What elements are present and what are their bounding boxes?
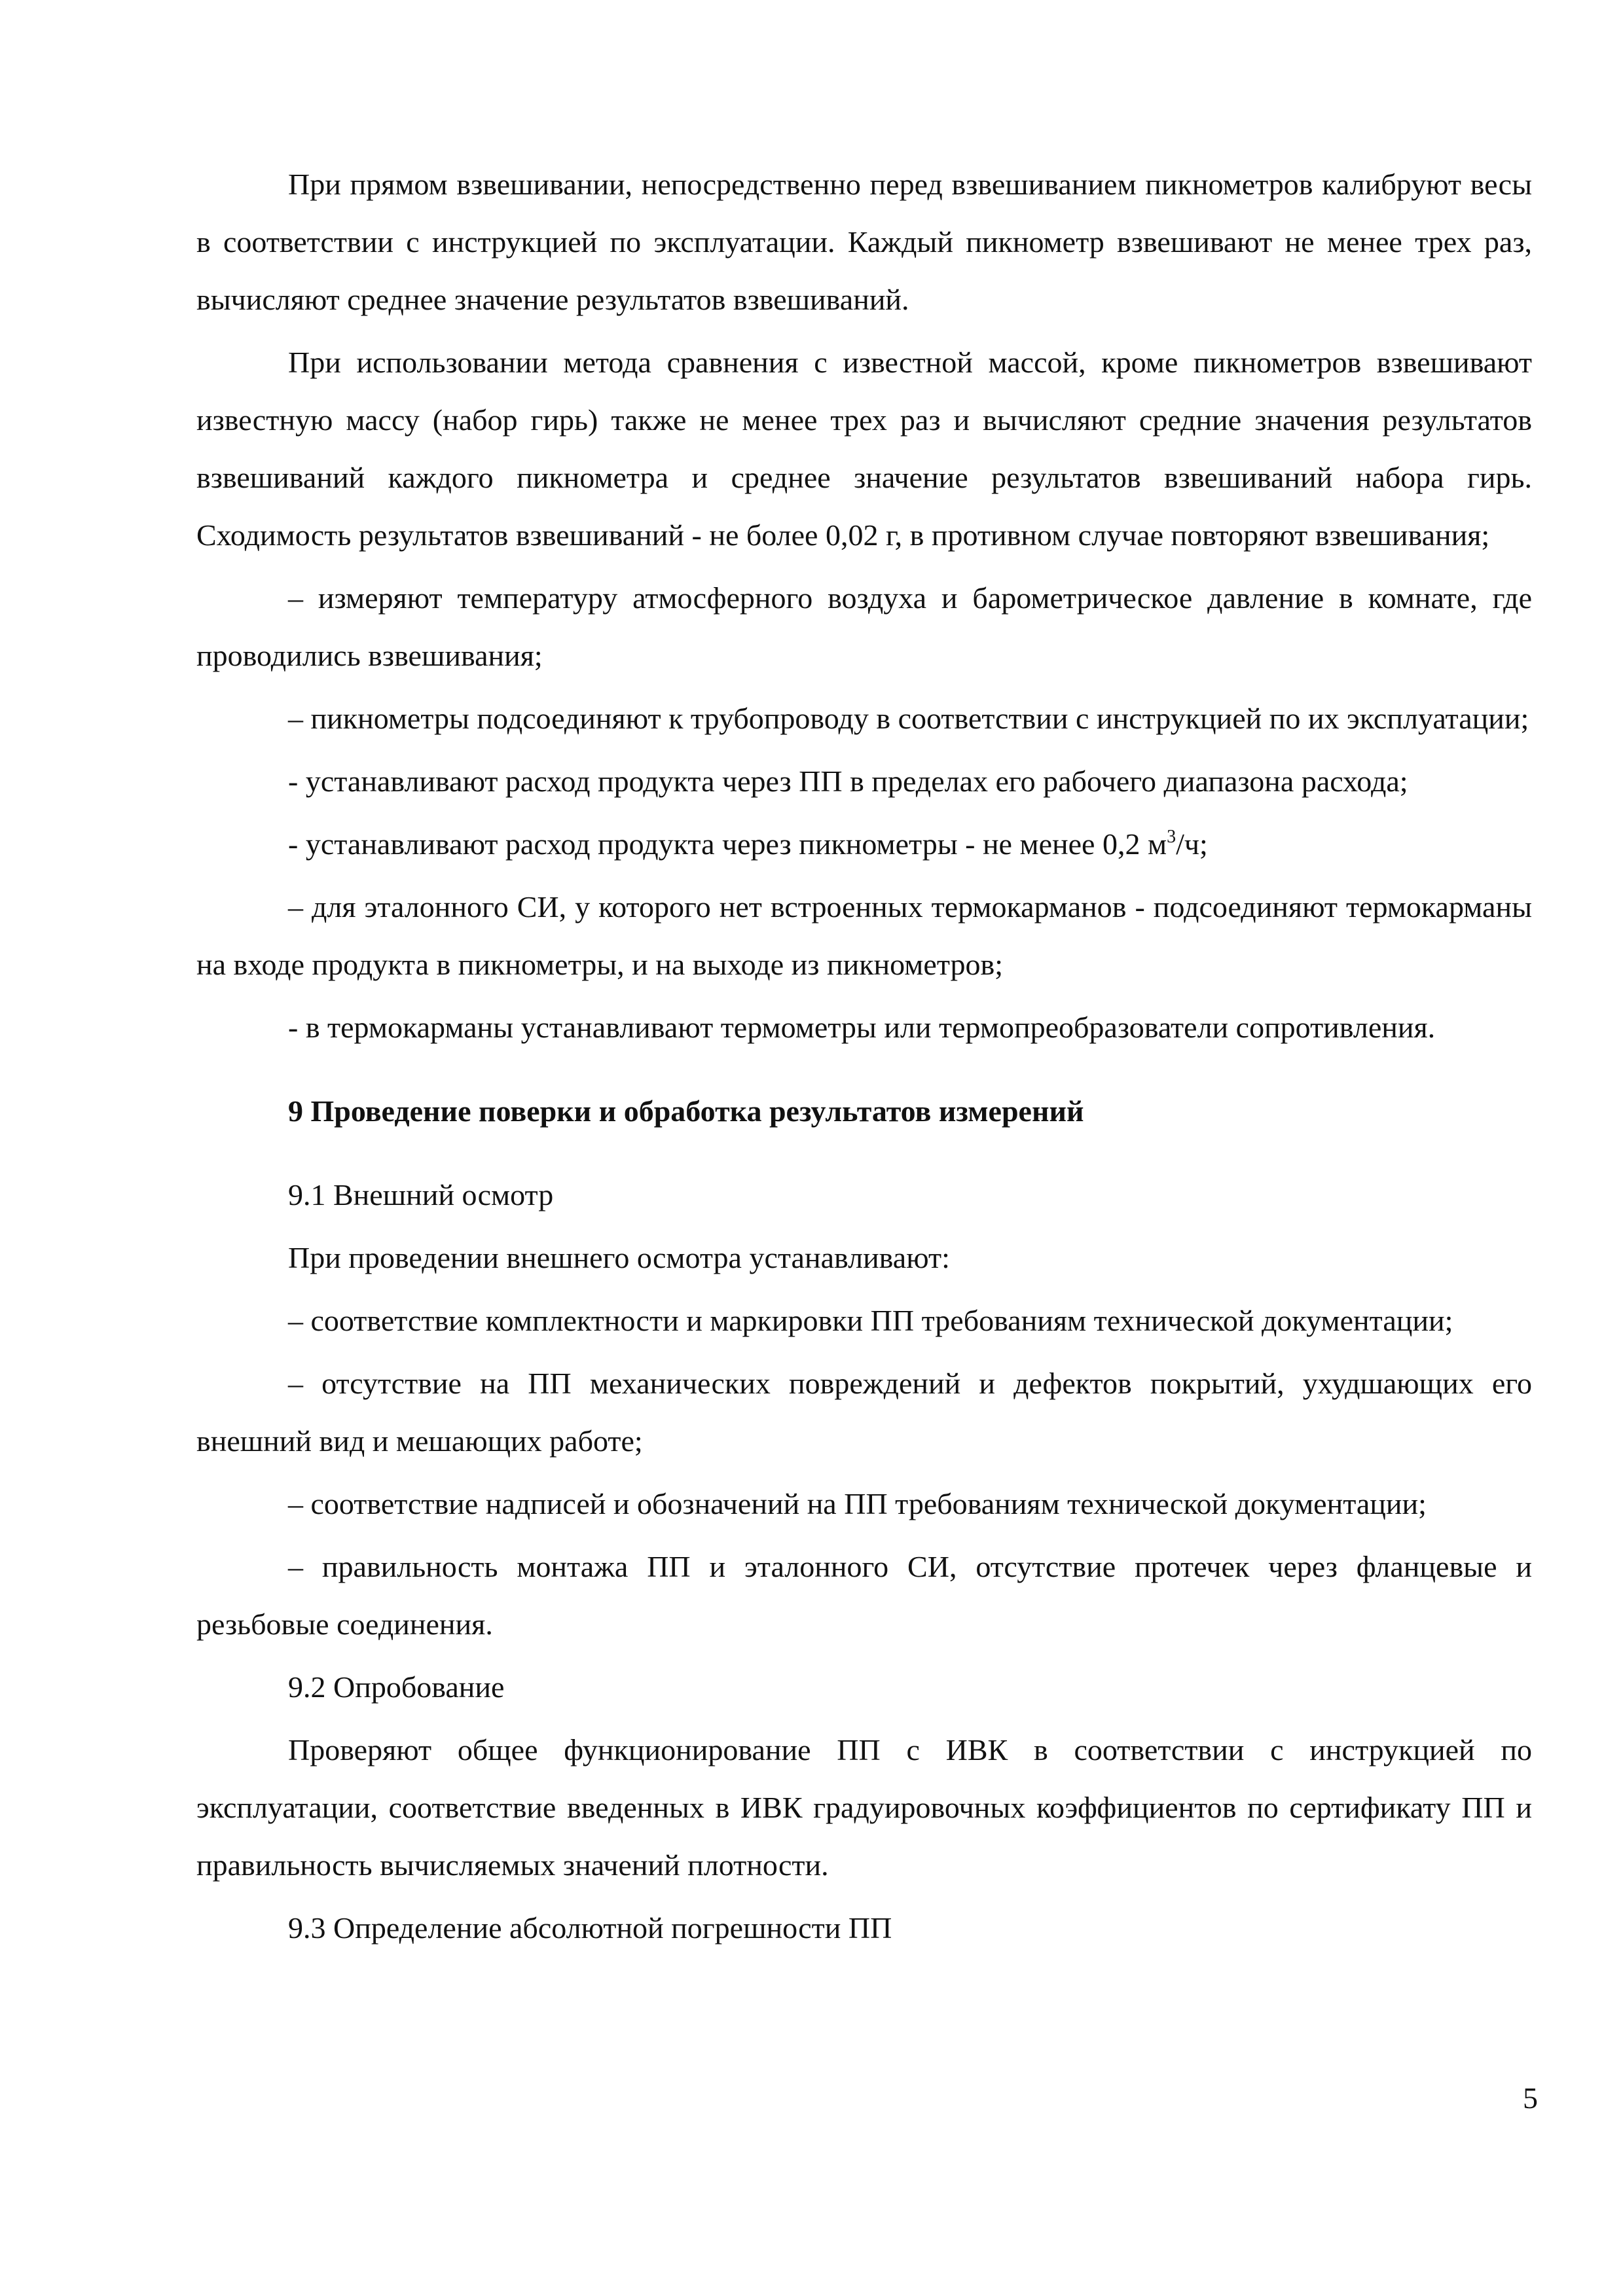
paragraph-external-inspection-intro: При проведении внешнего осмотра устанавливают: <box>288 1241 950 1274</box>
list-item-thermowells: – для эталонного СИ, у которого нет встроенных термокарманов - подсоединяют термокарманы на входе продукта в пикнометры, и на выходе из пикнометров; <box>196 890 1532 981</box>
list-item-inscriptions: – соответствие надписей и обозначений на ПП требованиям технической документации; <box>288 1487 1427 1520</box>
paragraph-comparison-method: При использовании метода сравнения с известной массой, кроме пикнометров взвешивают известную массу (набор гирь) также не менее трех раз и вычисляют средние значения результатов взвешиваний каждого пикнометра и среднее значение результатов взвешиваний набора гирь. Сходимость результатов взвешиваний - не более 0,02 г, в противном случае повторяют взвешивания; <box>196 346 1532 552</box>
page-number: 5 <box>1523 2081 1538 2115</box>
flow-unit-exponent: 3 <box>1167 827 1176 847</box>
list-item-thermometers: - в термокарманы устанавливают термометры или термопреобразователи сопротивления. <box>288 1011 1436 1044</box>
list-item-completeness: – соответствие комплектности и маркировки ПП требованиям технической документации; <box>288 1304 1453 1337</box>
list-item-no-damage: – отсутствие на ПП механических повреждений и дефектов покрытий, ухудшающих его внешний вид и мешающих работе; <box>196 1367 1532 1458</box>
subsection-9-1-title: 9.1 Внешний осмотр <box>288 1178 554 1211</box>
paragraph-direct-weighing: При прямом взвешивании, непосредственно перед взвешиванием пикнометров калибруют весы в соответствии с инструкцией по эксплуатации. Каждый пикнометр взвешивают не менее трех раз, вычисляют среднее значение результатов взвешиваний. <box>196 168 1532 316</box>
list-item-set-flow-pp: - устанавливают расход продукта через ПП в пределах его рабочего диапазона расхода; <box>288 764 1408 798</box>
paragraph-testing: Проверяют общее функционирование ПП с ИВК в соответствии с инструкцией по эксплуатации, соответствие введенных в ИВК градуировочных коэффициентов по сертификату ПП и правильность вычисляемых значений плотности. <box>196 1733 1532 1882</box>
list-item-installation: – правильность монтажа ПП и эталонного СИ, отсутствие протечек через фланцевые и резьбовые соединения. <box>196 1550 1532 1641</box>
section-heading-9: 9 Проведение поверки и обработка результатов измерений <box>288 1094 1084 1128</box>
list-item-connect-pycnometers: – пикнометры подсоединяют к трубопроводу в соответствии с инструкцией по их эксплуатации; <box>288 702 1529 735</box>
list-item-set-flow-pycnometers <box>196 816 1532 873</box>
subsection-9-3-title: 9.3 Определение абсолютной погрешности ПП <box>288 1911 892 1945</box>
list-item-measure-temperature: – измеряют температуру атмосферного воздуха и барометрическое давление в комнате, где проводились взвешивания; <box>196 581 1532 672</box>
flow-text-before: - устанавливают расход продукта через пикнометры - не менее 0,2 м <box>288 827 1167 861</box>
flow-text-after: /ч; <box>1176 827 1208 861</box>
subsection-9-2-title: 9.2 Опробование <box>288 1670 505 1704</box>
document-page <box>196 156 1532 1957</box>
